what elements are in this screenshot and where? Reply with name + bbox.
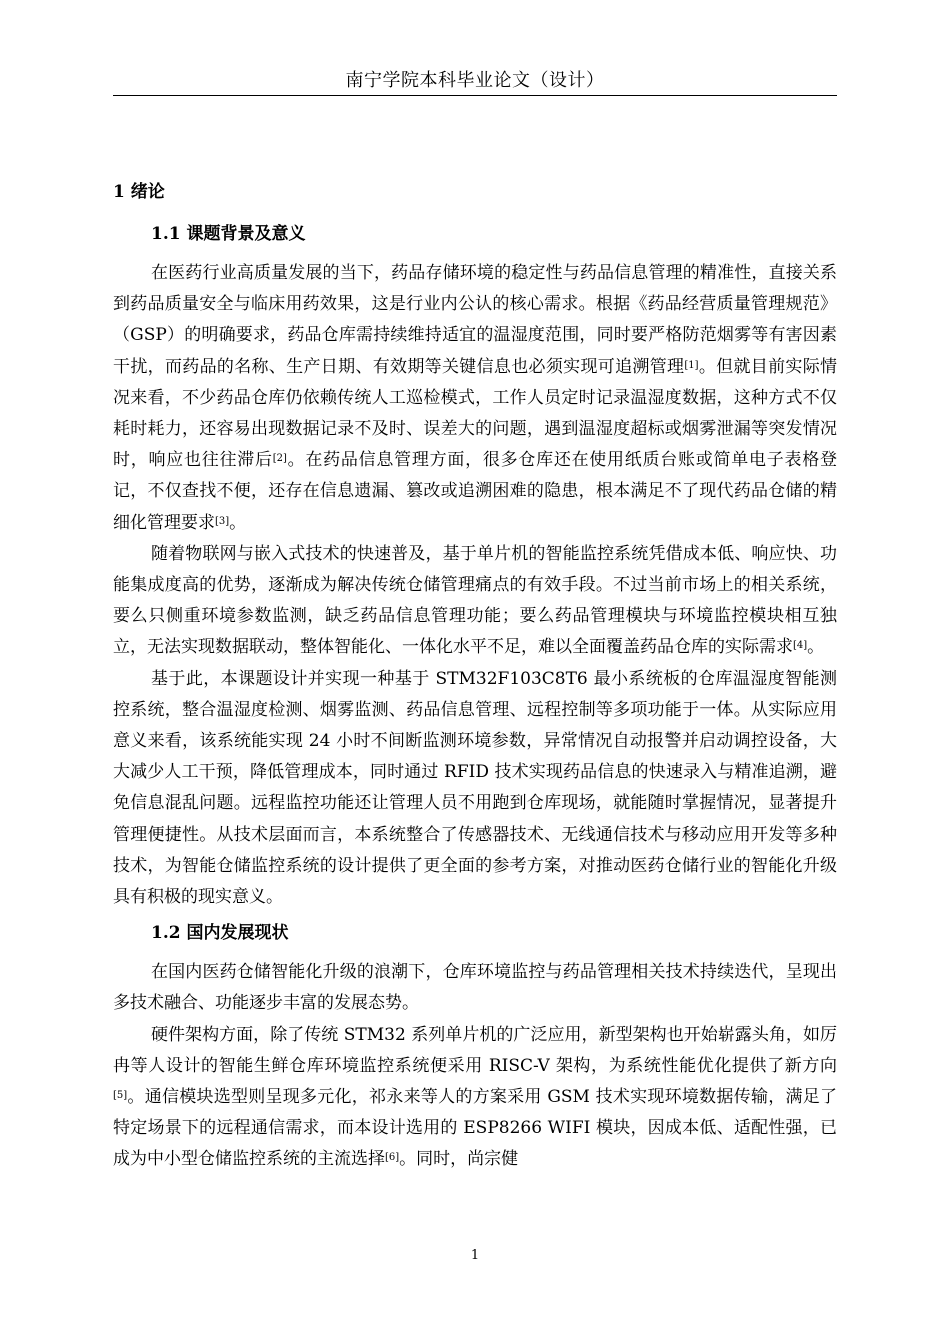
paragraph-3: 基于此，本课题设计并实现一种基于 STM32F103C8T6 最小系统板的仓库温湿度智能测控系统，整合温湿度检测、烟雾监测、药品信息管理、远程控制等多项功能于一体。从实际应用意义来看，该系统能实现 24 小时不间断监测环境参数，异常情况自动报警并启动调控设备，大大减少人工干预，降低管理成本，同时通过 RFID 技术实现药品信息的快速录入与精准追溯，避免信息混乱问题。远程监控功能还让管理人员不用跑到仓库现场，就能随时掌握情况，显著提升管理便捷性。从技术层面而言，本系统整合了传感器技术、无线通信技术与移动应用开发等多种技术，为智能仓储监控系统的设计提供了更全面的参考方案，对推动医药仓储行业的智能化升级具有积极的现实意义。	[113, 668, 837, 908]
paragraph-4: 在国内医药仓储智能化升级的浪潮下，仓库环境监控与药品管理相关技术持续迭代，呈现出多技术融合、功能逐步丰富的发展态势。	[113, 962, 837, 1014]
section-title-1: 1 绪论	[113, 182, 165, 202]
citation-3: [3]	[215, 515, 230, 527]
running-header: 南宁学院本科毕业论文（设计）	[345, 70, 605, 91]
paragraph-2	[113, 539, 837, 664]
section-title-1-2: 1.2 国内发展现状	[151, 923, 289, 944]
paragraph-5	[113, 1020, 837, 1176]
citation-4: [4]	[793, 640, 808, 652]
paragraph-2-text-a: 随着物联网与嵌入式技术的快速普及，基于单片机的智能监控系统凭借成本低、响应快、功能集成度高的优势，逐渐成为解决传统仓储管理痛点的有效手段。不过当前市场上的相关系统，要么只侧重环境参数监测，缺乏药品信息管理功能；要么药品管理模块与环境监控模块相互独立，无法实现数据联动，整体智能化、一体化水平不足，难以全面覆盖药品仓库的实际需求	[113, 543, 837, 658]
citation-2: [2]	[272, 453, 287, 465]
section-title-1-1: 1.1 课题背景及意义	[151, 224, 306, 244]
paragraph-5-text-b: 。通信模块选型则呈现多元化，祁永来等人的方案采用 GSM 技术实现环境数据传输，满足了特定场景下的远程通信需求，而本设计选用的 ESP8266 WIFI 模块，因成本低、适配性强，已成为中小型仓储监控系统的主流选择	[113, 1087, 837, 1170]
paragraph-1	[113, 258, 837, 539]
paragraph-2-text-b: 。	[807, 637, 825, 658]
main-content	[113, 178, 837, 1176]
page-number: 1	[470, 1248, 480, 1263]
citation-5: [5]	[113, 1090, 128, 1102]
paragraph-5-text-c: 。同时，尚宗健	[399, 1149, 519, 1170]
header-rule	[113, 95, 837, 96]
paragraph-5-text-a: 硬件架构方面，除了传统 STM32 系列单片机的广泛应用，新型架构也开始崭露头角，如厉冉等人设计的智能生鲜仓库环境监控系统便采用 RISC-V 架构，为系统性能优化提供了新方向	[113, 1024, 837, 1076]
paragraph-1-text-d: 。	[229, 512, 247, 533]
paragraph-1-text-b: 。但就目前实际情况来看，不少药品仓库仍依赖传统人工巡检模式，工作人员定时记录温湿度数据，这种方式不仅耗时耗力，还容易出现数据记录不及时、误差大的问题，遇到温湿度超标或烟雾泄漏等突发情况时，响应也往往滞后	[113, 356, 838, 471]
citation-6: [6]	[385, 1152, 400, 1164]
paragraph-1-text-a: 在医药行业高质量发展的当下，药品存储环境的稳定性与药品信息管理的精准性，直接关系到药品质量安全与临床用药效果，这是行业内公认的核心需求。根据《药品经营质量管理规范》（GSP）的明确要求，药品仓库需持续维持适宜的温湿度范围，同时要严格防范烟雾等有害因素干扰，而药品的名称、生产日期、有效期等关键信息也必须实现可追溯管理	[113, 263, 837, 377]
citation-1: [1]	[684, 359, 699, 371]
paragraph-1-text-c: 。在药品信息管理方面，很多仓库还在使用纸质台账或简单电子表格登记，不仅查找不便，还存在信息遗漏、篡改或追溯困难的隐患，根本满足不了现代药品仓储的精细化管理要求	[113, 450, 838, 533]
